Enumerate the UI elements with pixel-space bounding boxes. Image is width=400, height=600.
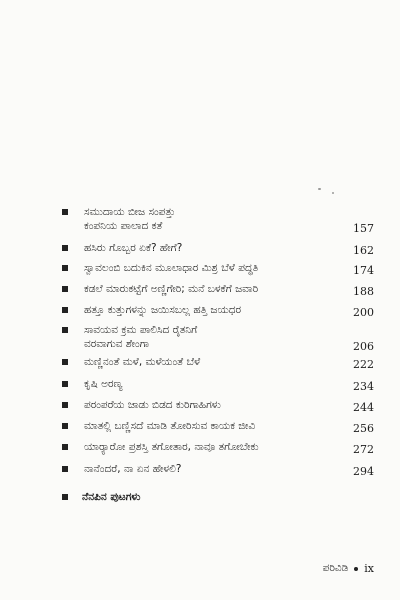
bullet-icon: [62, 444, 68, 450]
bullet-icon: [62, 402, 68, 408]
speck: [318, 188, 321, 190]
toc-entry-title: ಸಾವಯವ ಕ್ರಮ ಪಾಲಿಸಿದ ರೈತನಿಗೆ: [84, 324, 198, 336]
bullet-icon: [62, 209, 68, 215]
toc-entry-page: 294: [353, 465, 374, 478]
page-number-roman: ix: [364, 562, 374, 575]
bullet-icon: [62, 423, 68, 429]
toc-entry-page: 174: [353, 264, 374, 277]
toc-entry-page: 162: [353, 244, 374, 257]
bullet-icon: [62, 307, 68, 313]
toc-entry-page: 206: [353, 340, 374, 353]
toc-entry-title: ನಾನೆಂದರೆ, ನಾ ಏನ ಹೇಳಲಿ?: [84, 463, 182, 475]
bullet-icon: [62, 286, 68, 292]
speck: [332, 192, 334, 194]
bullet-icon: [62, 245, 68, 251]
toc-entry-page: 256: [353, 422, 374, 435]
toc-entry-page: 234: [353, 380, 374, 393]
toc-entry-title: ಹಸಿರು ಗೊಬ್ಬರ ಏಕೆ? ಹೇಗೆ?: [84, 242, 183, 254]
toc-entry-page: 188: [353, 285, 374, 298]
section-title: ನೆನಪಿನ ಪುಟಗಳು: [82, 491, 141, 503]
toc-entry-page: 200: [353, 306, 374, 319]
bullet-icon: [62, 466, 68, 472]
toc-entry-title: ಕಂಪನಿಯ ಪಾಲಾದ ಕತೆ: [84, 220, 163, 232]
toc-entry-title: ಸಮುದಾಯ ಬೀಜ ಸಂಪತ್ತು: [84, 206, 176, 218]
toc-entry-page: 272: [353, 443, 374, 456]
toc-entry-page: 222: [353, 358, 374, 371]
toc-entry-title: ಯಾರ್‍ಯಾರೋ ಪ್ರಶಸ್ತಿ ತಗೋತಾರ, ನಾವೂ ತಗೋಬೇಕು: [84, 441, 259, 453]
toc-entry-title: ಮಾತಲ್ಲಿ ಬಣ್ಣಿಸದೆ ಮಾಡಿ ತೋರಿಸುವ ಕಾಯಕ ಜೀವಿ: [84, 420, 256, 432]
bullet-icon: [62, 359, 68, 365]
toc-entry-title: ಕಡಲೆ ಮಾರುಕಟ್ಟೆಗೆ ಅಣ್ಣಿಗೇರಿ; ಮನೆ ಬಳಕೆಗೆ ಜವಾರಿ: [84, 283, 259, 295]
toc-entry-title: ಹತ್ತೂ ಕುತ್ತುಗಳನ್ನು ಜಯಿಸಬಲ್ಲ ಹತ್ತಿ ಜಯಧರ: [84, 304, 242, 316]
dot-icon: [354, 567, 358, 571]
toc-entry-title: ವರವಾಗುವ ಶೇಂಗಾ: [84, 338, 150, 350]
bullet-icon: [62, 327, 68, 333]
toc-entry-title: ಪರಂಪರೆಯ ಜಾಡು ಬಿಡದ ಕುರಿಗಾಹಿಗಳು: [84, 399, 221, 411]
bullet-icon: [62, 265, 68, 271]
toc-entry-title: ಕೃಷಿ ಅರಣ್ಯ: [84, 378, 123, 390]
toc-entry-page: 244: [353, 401, 374, 414]
page-footer: [323, 562, 374, 575]
bullet-icon: [62, 381, 68, 387]
toc-entry-page: 157: [353, 222, 374, 235]
toc-entry-title: ಮಣ್ಣಿನಂತೆ ಮಳೆ, ಮಳೆಯಂತೆ ಬೆಳೆ: [84, 356, 201, 368]
bullet-icon: [62, 494, 68, 500]
toc-entry-title: ಸ್ವಾವಲಂಬಿ ಬದುಕಿನ ಮೂಲಾಧಾರ ಮಿಶ್ರ ಬೆಳೆ ಪದ್ಧತಿ: [84, 262, 259, 274]
footer-label: ಪರಿವಿಡಿ: [322, 562, 349, 574]
